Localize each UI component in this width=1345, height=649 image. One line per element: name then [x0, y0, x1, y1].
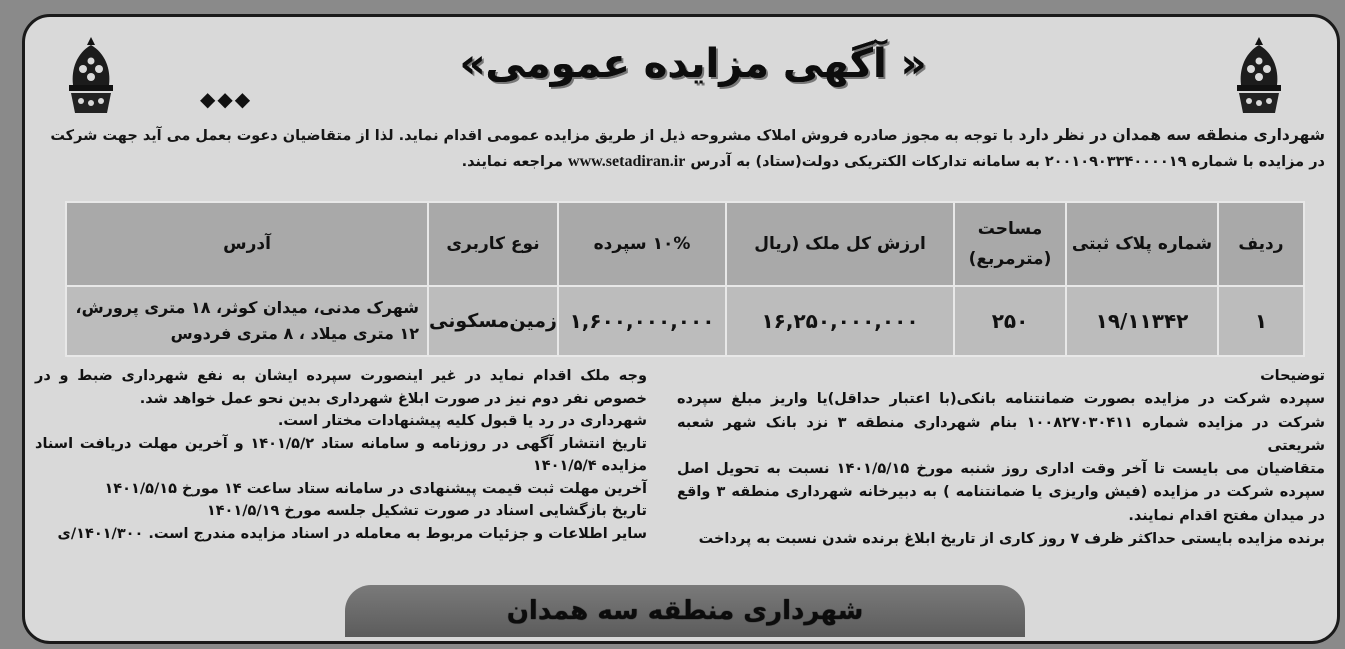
note-details: سایر اطلاعات و جزئیات مربوط به معامله در اسناد مزایده مندرج است. ۱۴۰۱/۳۰۰/ی [57, 525, 647, 542]
note-payment: وجه ملک اقدام نماید در غیر اینصورت سپرده ایشان به نفع شهرداری ضبط و در خصوص نفر دوم نیز در صورت ابلاغ شهرداری بدین نحو عمل خواهد شد. [35, 368, 647, 407]
footer-label: شهرداری منطقه سه همدان [506, 596, 864, 626]
cell-area: ۲۵۰ [954, 286, 1066, 356]
diamond-ornament: ◆◆◆ [200, 87, 253, 111]
table-header-row [66, 202, 1304, 286]
header-value: ارزش کل ملک (ریال [726, 202, 954, 286]
cell-address: شهرک مدنی، میدان کوثر، ۱۸ متری پرورش، ۱۲ متری میلاد ، ۸ متری فردوس [66, 286, 428, 356]
footer-banner [345, 585, 1025, 637]
note-opening: تاریخ بازگشایی اسناد در صورت تشکیل جلسه مورخ ۱۴۰۱/۵/۱۹ [206, 503, 647, 519]
note-delivery: متقاضیان می بایست تا آخر وقت اداری روز شنبه مورخ ۱۴۰۱/۵/۱۵ نسبت به تحویل اصل سپرده شرکت در مزایده (فیش واریزی یا ضمانتنامه ) به دبیرخانه شهرداری منطقه ۳ واقع در میدان مفتح اقدام نمایند. [677, 461, 1325, 524]
municipality-emblem-icon [1229, 35, 1289, 119]
note-deadline: آخرین مهلت ثبت قیمت پیشنهادی در سامانه ستاد ساعت ۱۴ مورخ ۱۴۰۱/۵/۱۵ [104, 480, 647, 497]
cell-usage: زمین‌مسکونی [428, 286, 558, 356]
intro-text: با توجه به مجوز صادره فروش املاک مشروحه ذیل از طریق مزایده عمومی اقدام نماید. لذا از متقاضیان دعوت بعمل می آید جهت شرکت در مزایده با شماره ۲۰۰۱۰۹۰۳۳۴۰۰۰۰۱۹ به سامانه تدارکات الکتریکی دولت(ستاد) به آدرس [50, 128, 1325, 170]
notes-left-column [35, 365, 647, 545]
ad-title: « آگهی مزایده عمومی» [459, 41, 927, 87]
note-publish-date: تاریخ انتشار آگهی در روزنامه و سامانه ستاد ۱۴۰۱/۵/۲ و آخرین مهلت دریافت اسناد مزایده ۱۴۰۱/۵/۴ [35, 435, 648, 474]
header-area: مساحت (مترمربع) [954, 202, 1066, 286]
website-link[interactable]: www.setadiran.ir [568, 153, 686, 170]
cell-plate: ۱۹/۱۱۳۴۲ [1066, 286, 1218, 356]
intro-lead: شهرداری منطقه سه همدان در نظر دارد [1018, 126, 1325, 144]
cell-value: ۱۶,۲۵۰,۰۰۰,۰۰۰ [726, 286, 954, 356]
header-row-number: ردیف [1218, 202, 1304, 286]
note-rights: شهرداری در رد یا قبول کلیه پیشنهادات مختار است. [277, 413, 647, 429]
cell-row-number: ۱ [1218, 286, 1304, 356]
notes-right-column [677, 365, 1325, 551]
header-address: آدرس [66, 202, 428, 286]
ad-page [22, 14, 1340, 644]
note-winner: برنده مزایده بایستی حداکثر ظرف ۷ روز کاری از تاریخ ابلاغ برنده شدن نسبت به پرداخت [698, 531, 1325, 548]
intro-text-end: مراجعه نمایند. [461, 154, 569, 170]
header-deposit: ۱۰% سپرده [558, 202, 726, 286]
notes-heading: توضیحات [1260, 368, 1325, 384]
municipality-emblem-icon [61, 35, 121, 119]
table-row [66, 286, 1304, 356]
header-plate: شماره پلاک ثبتی [1066, 202, 1218, 286]
property-table [65, 201, 1305, 357]
cell-deposit: ۱,۶۰۰,۰۰۰,۰۰۰ [558, 286, 726, 356]
note-deposit: سپرده شرکت در مزایده بصورت ضمانتنامه بانکی(با اعتبار حداقل)یا واریز مبلغ سپرده شرکت در مزایده شماره ۱۰۰۸۲۷۰۳۰۴۱۱ بنام شهرداری منطقه ۳ نزد بانک شهر شعبه شریعتی [677, 391, 1325, 454]
intro-paragraph [37, 123, 1325, 175]
header-usage: نوع کاربری [428, 202, 558, 286]
